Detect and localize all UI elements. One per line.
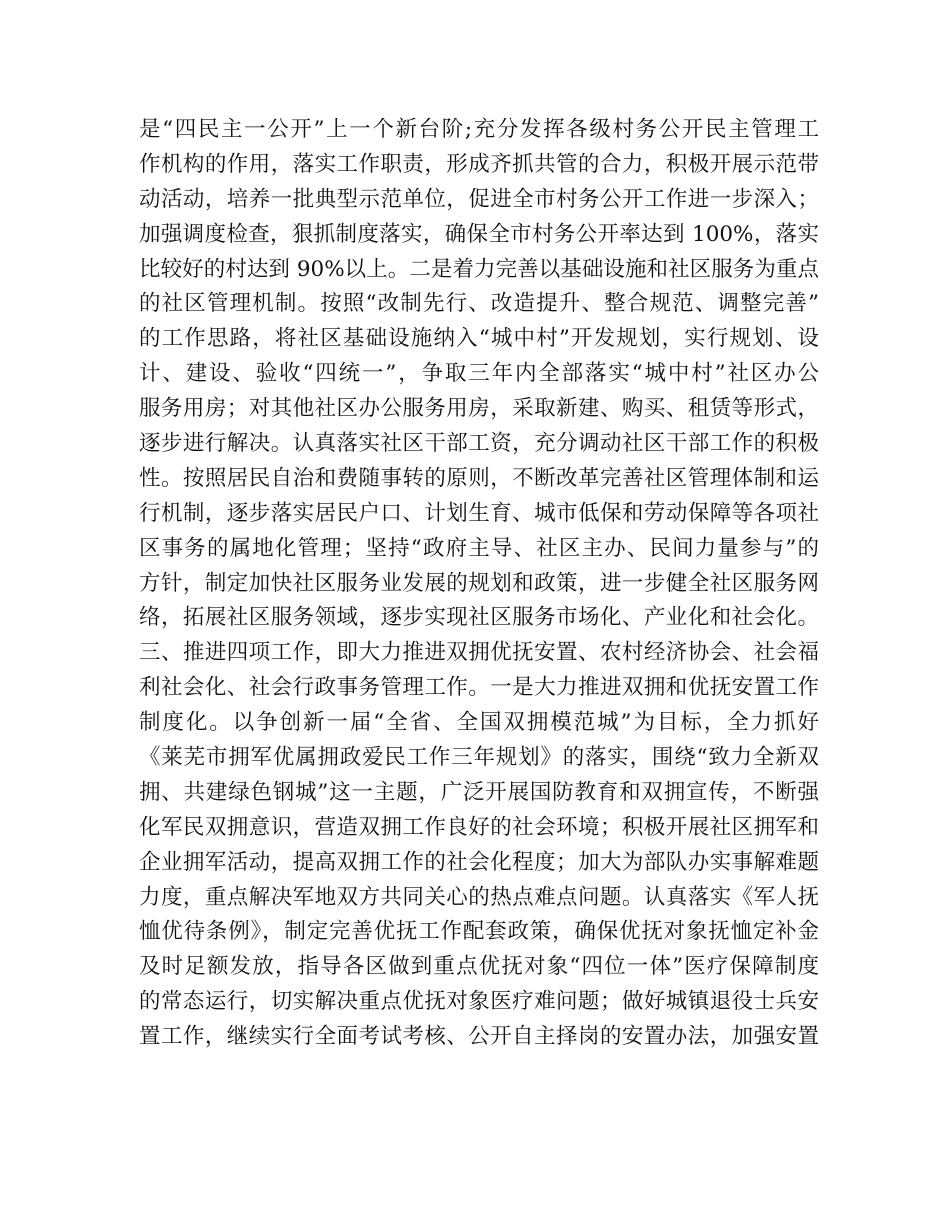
text-line: 行机制，逐步落实居民户口、计划生育、城市低保和劳动保障等各项社 [139,500,819,526]
text-line: 置工作，继续实行全面考试考核、公开自主择岗的安置办法，加强安置 [139,1024,819,1050]
text-line: 动活动，培养一批典型示范单位，促进全市村务公开工作进一步深入； [139,186,819,212]
text-line: 加强调度检查，狠抓制度落实，确保全市村务公开率达到 100%，落实 [139,221,819,247]
text-line: 是“四民主一公开”上一个新台阶;充分发挥各级村务公开民主管理工 [139,117,819,142]
text-line: 方针，制定加快社区服务业发展的规划和政策，进一步健全社区服务网 [139,570,819,596]
text-line: 的常态运行，切实解决重点优抚对象医疗难问题；做好城镇退役士兵安 [139,989,819,1015]
body-text [139,113,819,1055]
text-line: 制度化。以争创新一届“全省、全国双拥模范城”为目标，全力抓好 [139,710,819,736]
text-line: 性。按照居民自治和费随事转的原则，不断改革完善社区管理体制和运 [139,465,819,491]
text-line: 力度，重点解决军地双方共同关心的热点难点问题。认真落实《军人抚 [139,884,819,910]
text-line: 企业拥军活动，提高双拥工作的社会化程度；加大为部队办实事解难题 [139,849,819,875]
text-line: 逐步进行解决。认真落实社区干部工资，充分调动社区干部工作的积极 [139,431,819,457]
text-line: 恤优待条例》，制定完善优抚工作配套政策，确保优抚对象抚恤定补金 [139,919,819,945]
text-line: 区事务的属地化管理；坚持“政府主导、社区主办、民间力量参与”的 [139,535,819,561]
text-line: 作机构的作用，落实工作职责，形成齐抓共管的合力，积极开展示范带 [139,151,819,177]
text-line: 三、推进四项工作，即大力推进双拥优抚安置、农村经济协会、社会福 [139,640,819,666]
text-line: 的工作思路，将社区基础设施纳入“城中村”开发规划，实行规划、设 [139,326,819,352]
text-line: 比较好的村达到 90%以上。二是着力完善以基础设施和社区服务为重点 [139,256,819,282]
text-line: 计、建设、验收“四统一”，争取三年内全部落实“城中村”社区办公 [139,361,819,387]
text-line: 拥、共建绿色钢城”这一主题，广泛开展国防教育和双拥宣传，不断强 [139,779,819,805]
text-line: 《莱芜市拥军优属拥政爱民工作三年规划》的落实，围绕“致力全新双 [139,745,819,771]
text-line: 服务用房；对其他社区办公服务用房，采取新建、购买、租赁等形式， [139,396,819,422]
text-line: 及时足额发放，指导各区做到重点优抚对象“四位一体”医疗保障制度 [139,954,819,980]
text-line: 化军民双拥意识，营造双拥工作良好的社会环境；积极开展社区拥军和 [139,814,819,840]
text-line: 的社区管理机制。按照“改制先行、改造提升、整合规范、调整完善” [139,291,819,317]
text-line: 络，拓展社区服务领域，逐步实现社区服务市场化、产业化和社会化。 [139,605,819,631]
text-line: 利社会化、社会行政事务管理工作。一是大力推进双拥和优抚安置工作 [139,675,819,701]
